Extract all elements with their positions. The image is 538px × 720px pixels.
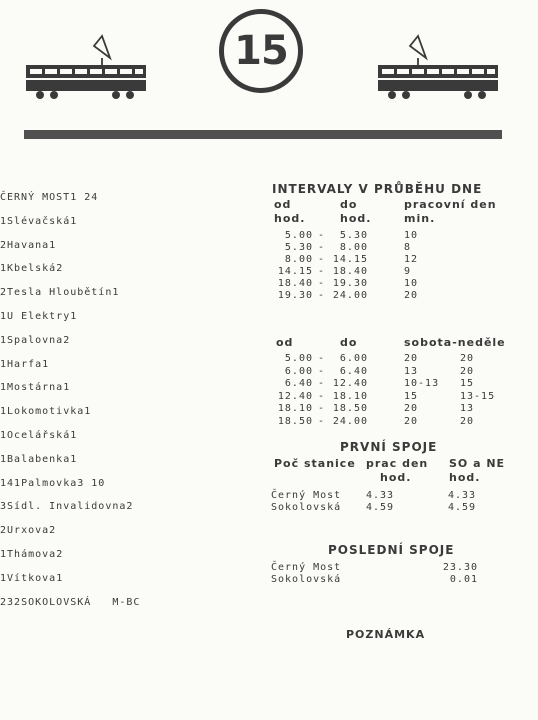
stop-row — [0, 185, 270, 203]
stop-name: Sídl. Invalidovna — [7, 501, 127, 513]
interval-dash: - — [318, 278, 326, 289]
last-time: 23.30 — [442, 562, 478, 573]
last-station: Černý Most — [271, 562, 342, 573]
tram-icon-right — [376, 32, 500, 104]
stop-zones: 1 — [70, 215, 78, 227]
interval-from: 6.00 — [284, 365, 313, 377]
interval-to: 24.00 — [332, 290, 368, 301]
interval-to: 5.30 — [339, 230, 368, 241]
interval-to: 18.50 — [332, 403, 368, 414]
stop-zones: 1 24 — [70, 192, 99, 203]
first-h-we2: hod. — [449, 471, 481, 484]
interval-value-1: 9 — [404, 266, 412, 277]
interval-value-2: 20 — [460, 365, 475, 377]
stop-name: ČERNÝ MOST — [0, 192, 71, 203]
stop-row — [0, 542, 270, 560]
stop-name: Havana — [7, 239, 50, 251]
stop-zones: 3 10 — [77, 477, 106, 489]
interval-to: 6.00 — [339, 353, 368, 364]
interval-dash: - — [318, 365, 326, 377]
stop-zones: 1 — [112, 287, 120, 299]
stop-time-step: 1 — [0, 334, 8, 346]
interval-value-1: 8 — [404, 242, 412, 253]
interval-from: 19.30 — [277, 290, 313, 301]
interval-value-1: 20 — [404, 290, 419, 301]
first-weekday-time: 4.59 — [366, 502, 395, 513]
stop-time-step: 1 — [0, 572, 8, 584]
interval-value-1: 13 — [404, 365, 419, 377]
interval-dash: - — [318, 403, 326, 414]
stop-name: Tesla Hloubětín — [7, 287, 113, 299]
stop-zones: 2 — [126, 501, 134, 513]
stop-name: Balabenka — [7, 453, 71, 465]
first-station: Černý Most — [271, 490, 342, 501]
stop-name: Lokomotivka — [7, 406, 85, 418]
interval-value-1: 10-13 — [404, 378, 440, 389]
interval-from: 14.15 — [277, 266, 313, 277]
interval-value-2: 15 — [460, 378, 475, 389]
stop-name: U Elektry — [7, 311, 71, 322]
stop-time-step: 1 — [0, 358, 8, 370]
stop-zones: 1 — [70, 453, 78, 465]
interval-from: 5.00 — [284, 353, 313, 364]
interval-dash: - — [318, 378, 326, 389]
interval-to: 18.10 — [332, 390, 368, 402]
interval-value-1: 20 — [404, 415, 419, 427]
stop-name: Urxova — [7, 525, 50, 537]
weekday-h-do2: hod. — [340, 212, 372, 225]
interval-to: 18.40 — [332, 266, 368, 277]
interval-from: 18.50 — [277, 415, 313, 427]
stop-zones: 2 — [63, 334, 71, 346]
stop-zones: 1 — [84, 406, 92, 418]
stop-name: Slévačská — [7, 215, 71, 227]
first-h-station: Poč stanice — [274, 457, 356, 470]
stop-time-step: 1 — [0, 215, 8, 227]
stop-zones: 1 — [42, 358, 50, 370]
stop-row — [0, 471, 270, 489]
interval-dash: - — [318, 266, 326, 277]
stop-name: Kbelská — [7, 263, 57, 275]
interval-dash: - — [318, 254, 326, 265]
interval-value-1: 10 — [404, 230, 419, 241]
interval-from: 18.10 — [277, 403, 313, 414]
stop-time-step: 1 — [0, 311, 8, 322]
interval-from: 6.40 — [284, 378, 313, 389]
interval-from: 5.30 — [284, 242, 313, 253]
stop-name: Spalovna — [7, 334, 64, 346]
stop-name: Mostárna — [7, 382, 64, 394]
interval-dash: - — [318, 390, 326, 402]
stop-name: Vítkova — [7, 572, 57, 584]
stop-name: Harfa — [7, 358, 43, 370]
first-h-we: SO a NE — [449, 457, 506, 470]
stop-row — [0, 328, 270, 346]
stop-name: SOKOLOVSKÁ M-BC — [21, 596, 141, 608]
interval-value-1: 20 — [404, 353, 419, 364]
interval-to: 24.00 — [332, 415, 368, 427]
stop-zones: 1 — [70, 430, 78, 441]
stop-name: Palmovka — [21, 477, 78, 489]
stop-time-step: 2 — [0, 287, 8, 299]
stop-row — [0, 233, 270, 251]
interval-from: 12.40 — [277, 390, 313, 402]
interval-dash: - — [318, 353, 326, 364]
stop-row — [0, 590, 270, 608]
last-station: Sokolovská — [271, 574, 342, 585]
stop-zones: 2 — [56, 263, 64, 275]
first-weekend-time: 4.59 — [448, 502, 477, 513]
stop-zones: 1 — [49, 239, 57, 251]
tram-icon-left — [24, 32, 148, 104]
stop-row — [0, 375, 270, 394]
weekday-h-min: min. — [404, 212, 436, 225]
interval-from: 18.40 — [277, 278, 313, 289]
stop-row — [0, 399, 270, 418]
stop-name: Thámova — [7, 549, 57, 560]
stop-name: Ocelářská — [7, 430, 71, 441]
interval-from: 8.00 — [284, 254, 313, 265]
interval-dash: - — [318, 290, 326, 301]
weekend-h-days: sobota-neděle — [404, 336, 506, 349]
header-rule — [24, 130, 502, 139]
stop-time-step: 1 — [0, 382, 8, 394]
last-title: POSLEDNÍ SPOJE — [328, 543, 455, 557]
stop-row — [0, 304, 270, 322]
stop-time-step: 1 — [0, 430, 8, 441]
stop-zones: 1 — [63, 382, 71, 394]
weekend-h-do: do — [340, 336, 358, 349]
stop-time-step: 1 — [14, 477, 22, 489]
line-number-badge: 15 — [219, 9, 303, 93]
last-time: 0.01 — [449, 574, 478, 585]
interval-value-1: 20 — [404, 403, 419, 414]
stop-zones: 1 — [70, 311, 78, 322]
interval-to: 8.00 — [339, 242, 368, 253]
weekday-h-do: do — [340, 198, 358, 211]
interval-dash: - — [318, 242, 326, 253]
stop-time-step: 1 — [0, 406, 8, 418]
first-station: Sokolovská — [271, 502, 342, 513]
stop-row — [0, 280, 270, 299]
intervals-title: INTERVALY V PRŮBĚHU DNE — [272, 182, 483, 196]
interval-to: 6.40 — [339, 365, 368, 377]
stop-time-step: 2 — [14, 596, 22, 608]
interval-value-1: 12 — [404, 254, 419, 265]
interval-dash: - — [318, 230, 326, 241]
stop-time-step: 1 — [0, 453, 8, 465]
first-weekend-time: 4.33 — [448, 490, 477, 501]
interval-to: 12.40 — [332, 378, 368, 389]
stop-row — [0, 518, 270, 537]
interval-value-2: 20 — [460, 415, 475, 427]
stop-time-step: 1 — [0, 263, 8, 275]
stop-row — [0, 209, 270, 227]
stop-zones: 1 — [56, 572, 64, 584]
first-weekday-time: 4.33 — [366, 490, 395, 501]
weekday-h-days: pracovní den — [404, 198, 497, 211]
first-h-wd2: hod. — [380, 471, 412, 484]
weekend-h-od: od — [276, 336, 294, 349]
note-title: POZNÁMKA — [346, 628, 426, 641]
interval-value-1: 10 — [404, 278, 419, 289]
stop-time-step: 1 — [0, 549, 8, 560]
weekday-h-od: od — [274, 198, 292, 211]
stop-row — [0, 494, 270, 513]
stop-row — [0, 352, 270, 370]
stop-row — [0, 566, 270, 584]
stop-time-step: 2 — [0, 239, 8, 251]
stop-time-step: 2 — [0, 525, 8, 537]
weekday-h-od2: hod. — [274, 212, 306, 225]
interval-value-2: 13 — [460, 403, 475, 414]
stop-time-total: 14 — [0, 477, 15, 489]
interval-from: 5.00 — [284, 230, 313, 241]
interval-value-1: 15 — [404, 390, 419, 402]
interval-value-2: 20 — [460, 353, 475, 364]
first-h-wd: prac den — [366, 457, 429, 470]
stop-zones: 2 — [49, 525, 57, 537]
stop-time-step: 3 — [0, 501, 8, 513]
interval-to: 19.30 — [332, 278, 368, 289]
stop-row — [0, 256, 270, 275]
interval-value-2: 13-15 — [460, 390, 496, 402]
first-title: PRVNÍ SPOJE — [340, 440, 438, 454]
interval-dash: - — [318, 415, 326, 427]
interval-to: 14.15 — [332, 254, 368, 265]
stop-row — [0, 423, 270, 441]
stop-zones: 2 — [56, 549, 64, 560]
stop-time-total: 23 — [0, 596, 15, 608]
stop-row — [0, 447, 270, 465]
